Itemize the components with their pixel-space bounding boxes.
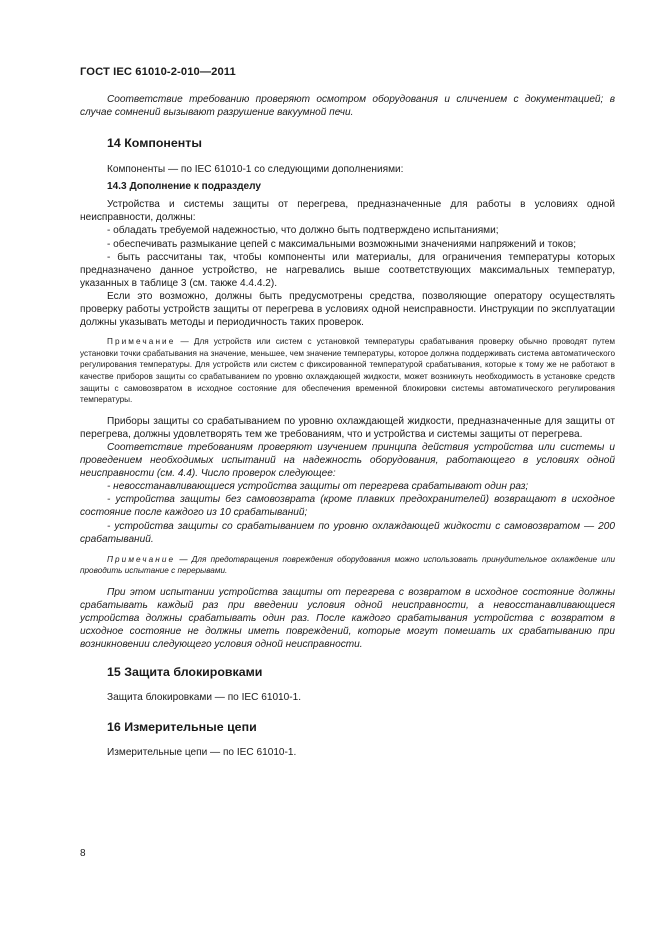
list-item: - устройства защиты без самовозврата (кроме плавких предохранителей) возвращают в исходное состояние после каждого из 10 срабатываний; [80,494,615,519]
section-16-title: 16 Измерительные цепи [107,720,257,735]
note-text: — Для предотвращения повреждения оборудования можно использовать принудительное охлаждение или проводить испытание с перерывами. [80,554,615,576]
list-item: - обладать требуемой надежностью, что должно быть подтверждено испытаниями; [107,225,499,237]
note-2 [80,554,615,577]
paragraph: Устройства и системы защиты от перегрева, предназначенные для работы в условиях одной неисправности, должны: [80,199,615,224]
section-14-title: 14 Компоненты [107,136,202,151]
paragraph: Если это возможно, должны быть предусмотрены средства, позволяющие оператору осуществлять проверку работы устройств защиты от перегрева в условиях одной неисправности. Инструкции по эксплуатации должны указывать методы и периодичность таких проверок. [80,290,615,329]
section-15-text: Защита блокировками — по IEC 61010-1. [107,692,302,704]
note-label: Примечание [107,554,176,564]
list-item: - невосстанавливающиеся устройства защиты от перегрева срабатывают один раз; [107,481,529,493]
section-15-title: 15 Защита блокировками [107,665,263,680]
list-item: - устройства защиты со срабатыванием по уровню охлаждающей жидкости с самовозвратом — 200 срабатываний. [80,520,615,545]
list-item: - быть рассчитаны так, чтобы компоненты или материалы, для ограничения температуры которых предназначено данное устройство, не нагревались выше соответствующих максимальных температур, указанных в таблице 3 (см. также 4.4.4.2). [80,251,615,289]
note-label: Примечание [107,337,176,347]
section-14-intro: Компоненты — по IEC 61010-1 со следующими дополнениями: [107,164,404,176]
paragraph: Приборы защиты со срабатыванием по уровню охлаждающей жидкости, предназначенные для защиты от перегрева, должны удовлетворять тем же требованиям, что и устройства и системы защиты от перегрева. [80,415,615,440]
note-text: — Для устройств или систем с установкой температуры срабатывания проверку обычно проводят путем установки точки срабатывания на значение, меньшее, чем значение температуры, которое должна поддерживать система автоматического регулирования температуры. Для устройств или систем с фиксированной температурой срабатывания, которые к тому же не работают в качестве приборов защиты со срабатыванием по уровню охлаждающей жидкости, может возникнуть необходимость в установке средств защиты с самовозвратом в исходное состояние для обеспечения временной блокировки системы автоматического регулирования температуры. [80,337,615,405]
paragraph: При этом испытании устройства защиты от перегрева с возвратом в исходное состояние должны срабатывать каждый раз при введении условия одной неисправности, а невосстанавливающиеся устройства должны срабатывать один раз. После каждого срабатывания устройства с возвратом в исходное состояние не должны иметь повреждений, которые могут помешать их срабатыванию при возникновении следующего условия одной неисправности. [80,586,615,651]
document-body [80,93,615,760]
page-number: 8 [80,848,86,859]
note-1 [80,336,615,406]
section-16-text: Измерительные цепи — по IEC 61010-1. [107,747,297,759]
list-item: - обеспечивать размыкание цепей с максимальными возможными значениями напряжений и токов; [107,238,577,250]
intro-paragraph: Соответствие требованию проверяют осмотром оборудования и сличением с документацией; в случае сомнений вызывают разрушение вакуумной печи. [80,94,615,119]
document-header: ГОСТ IEC 61010-2-010—2011 [80,66,236,78]
paragraph: Соответствие требованиям проверяют изучением принципа действия устройства или системы и проведением необходимых испытаний на надежность оборудования, работающего в условиях одной неисправности (см. 4.4). Число проверок следующее: [80,441,615,480]
subsection-14-3-title: 14.3 Дополнение к подразделу [107,181,262,193]
